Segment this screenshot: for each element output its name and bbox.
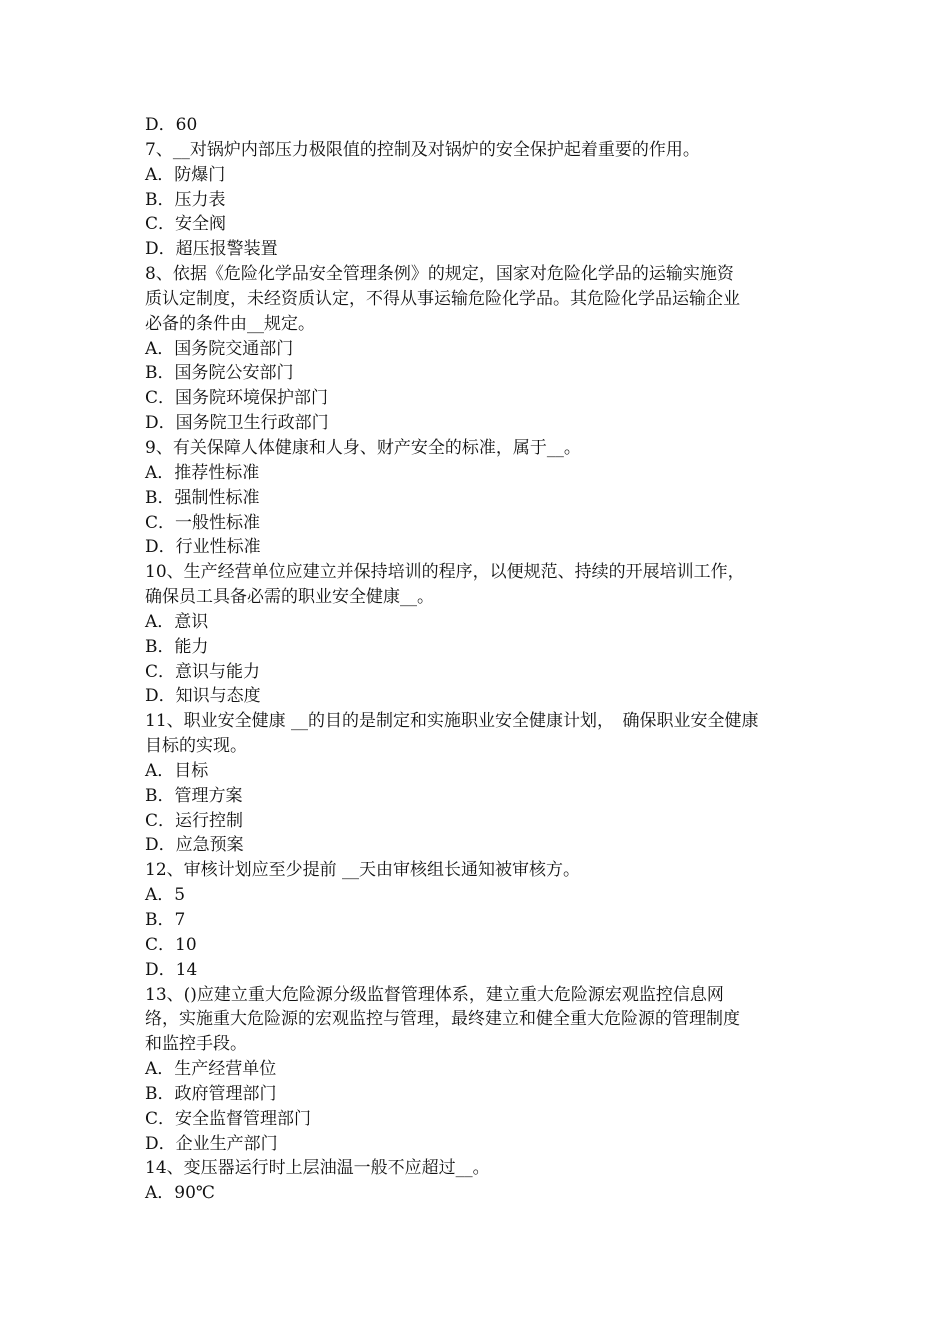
text-line: B．政府管理部门 (145, 1083, 277, 1104)
text-line: 11、职业安全健康 __的目的是制定和实施职业安全健康计划， 确保职业安全健康 (145, 711, 759, 732)
text-line: 9、有关保障人体健康和人身、财产安全的标准，属于__。 (145, 437, 581, 458)
text-line: B．能力 (145, 636, 209, 657)
text-line: C．国务院环境保护部门 (145, 388, 329, 409)
text-line: A．推荐性标准 (145, 462, 260, 483)
text-line: A．防爆门 (145, 164, 226, 185)
text-line: 确保员工具备必需的职业安全健康__。 (145, 587, 434, 608)
text-line: B．国务院公安部门 (145, 363, 294, 384)
text-line: 络，实施重大危险源的宏观监控与管理，最终建立和健全重大危险源的管理制度 (145, 1009, 740, 1030)
text-line: D．企业生产部门 (145, 1133, 278, 1154)
text-line: C．运行控制 (145, 810, 244, 831)
text-line: 12、审核计划应至少提前 __天由审核组长通知被审核方。 (145, 860, 581, 881)
text-line: D．超压报警装置 (145, 239, 278, 260)
text-line: 7、__对锅炉内部压力极限值的控制及对锅炉的安全保护起着重要的作用。 (145, 139, 700, 160)
text-line: D．60 (145, 115, 198, 135)
text-line: 和监控手段。 (145, 1034, 247, 1055)
text-line: 8、依据《危险化学品安全管理条例》的规定，国家对危险化学品的运输实施资 (145, 264, 734, 285)
text-line: 14、变压器运行时上层油温一般不应超过__。 (145, 1158, 490, 1179)
text-line: 13、()应建立重大危险源分级监督管理体系，建立重大危险源宏观监控信息网 (145, 984, 724, 1005)
text-line: 必备的条件由__规定。 (145, 313, 315, 334)
text-line: B．强制性标准 (145, 487, 260, 508)
text-line: C．安全阀 (145, 214, 227, 235)
text-line: C．意识与能力 (145, 661, 261, 682)
text-line: B．管理方案 (145, 785, 243, 806)
text-line: A．国务院交通部门 (145, 338, 294, 359)
text-line: D．知识与态度 (145, 686, 261, 707)
text-line: 质认定制度，未经资质认定，不得从事运输危险化学品。其危险化学品运输企业 (145, 288, 740, 309)
text-line: D．行业性标准 (145, 537, 261, 558)
text-line: D．14 (145, 959, 198, 980)
text-line: A．5 (145, 885, 186, 906)
document-page (145, 113, 825, 1206)
text-line: B．7 (145, 910, 186, 930)
text-line: 10、生产经营单位应建立并保持培训的程序，以便规范、持续的开展培训工作， (145, 562, 745, 583)
text-line: C．安全监督管理部门 (145, 1108, 312, 1129)
text-line: A．目标 (145, 760, 209, 781)
text-line: C．10 (145, 934, 197, 955)
text-line: D．国务院卫生行政部门 (145, 413, 329, 434)
text-line: A．意识 (145, 611, 209, 632)
text-line: 目标的实现。 (145, 736, 247, 757)
text-line: C．一般性标准 (145, 512, 261, 533)
text-line: A．90℃ (145, 1183, 215, 1204)
text-line: A．生产经营单位 (145, 1059, 277, 1080)
text-line: D．应急预案 (145, 835, 244, 856)
text-line: B．压力表 (145, 189, 226, 210)
